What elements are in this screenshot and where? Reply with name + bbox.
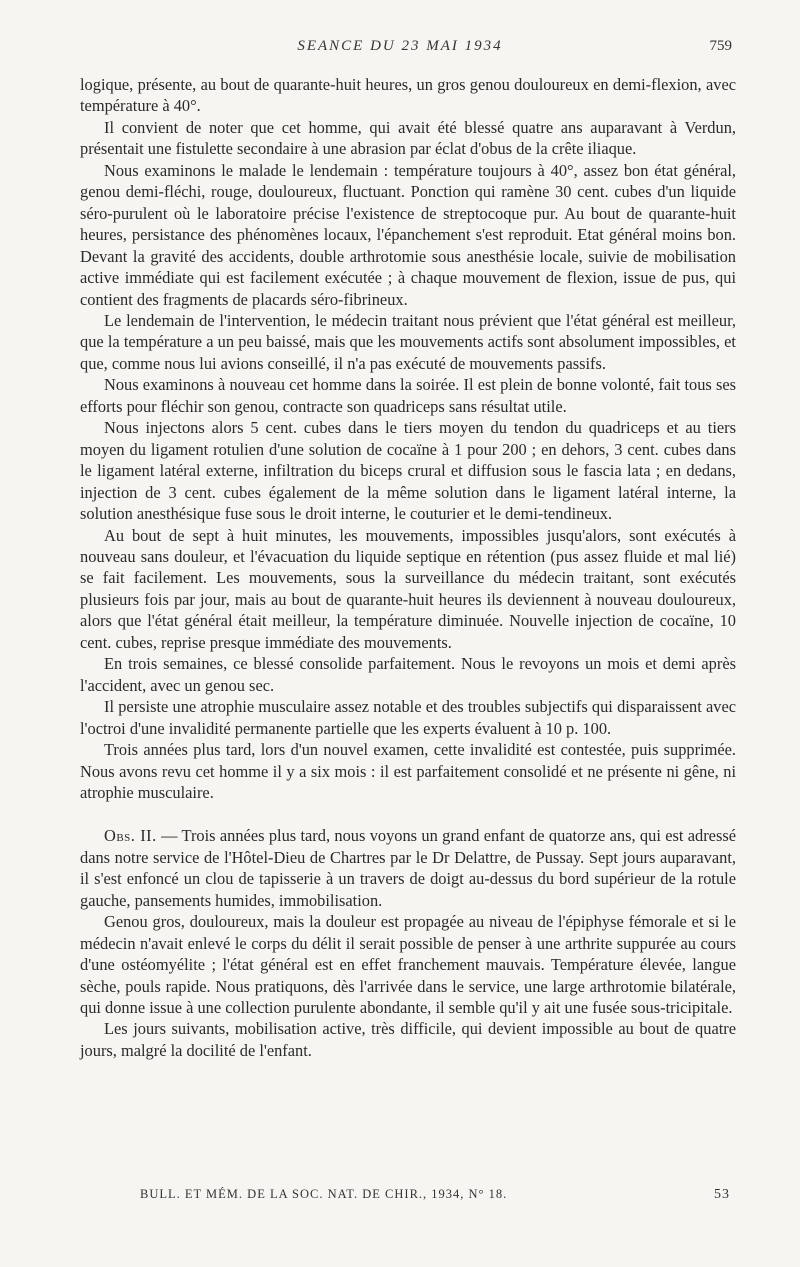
- paragraph: Il convient de noter que cet homme, qui avait été blessé quatre ans auparavant à Verdun, présentait une fistulette secondaire à une abrasion par éclat d'obus de la crête iliaque.: [80, 117, 736, 159]
- paragraph: Trois années plus tard, lors d'un nouvel examen, cette invalidité est contestée, puis supprimée. Nous avons revu cet homme il y a six mois : il est parfaitement consolidé et ne présente ni gêne, ni atrophie musculaire.: [80, 740, 736, 802]
- signature-mark: 53: [714, 1187, 730, 1202]
- paragraph: Nous examinons à nouveau cet homme dans la soirée. Il est plein de bonne volonté, fait tous ses efforts pour fléchir son genou, contracte son quadriceps sans résultat utile.: [80, 375, 736, 416]
- paragraph: logique, présente, au bout de quarante-huit heures, un gros genou douloureux en demi-flexion, avec température à 40°.: [80, 75, 736, 116]
- observation-text: — Trois années plus tard, nous voyons un grand enfant de quatorze ans, qui est adressé dans notre service de l'Hôtel-Dieu de Chartres par le Dr Delattre, de Pussay. Sept jours auparavant, il s'est enfoncé un clou de tapisserie à un travers de doigt au-dessus du bord supérieur de la rotule gauche, pansements humides, immobilisation.: [80, 826, 736, 910]
- running-title: SEANCE DU 23 MAI 1934: [297, 38, 503, 54]
- page-footer: [80, 1187, 736, 1207]
- running-header: [0, 38, 800, 60]
- paragraph: Au bout de sept à huit minutes, les mouvements, impossibles jusqu'alors, sont exécutés à nouveau sans douleur, et l'évacuation du liquide septique en rétention (pus assez fluide et mal lié) se fait facilement. Les mouvements, sous la surveillance du médecin traitant, sont exécutés plusieurs fois par jour, mais au bout de quarante-huit heures ils deviennent à nouveau douloureux, alors que l'état général était meilleur, la température diminuée. Nouvelle injection de cocaïne, 10 cent. cubes, reprise presque immédiate des mouvements.: [80, 525, 736, 652]
- section-gap: [80, 803, 736, 825]
- observation-label: Obs. II.: [104, 826, 157, 846]
- paragraph: Il persiste une atrophie musculaire assez notable et des troubles subjectifs qui disparaissent avec l'octroi d'une invalidité permanente partielle que les experts évaluent à 10 p. 100.: [80, 697, 736, 738]
- journal-citation: BULL. ET MÉM. DE LA SOC. NAT. DE CHIR., 1934, N° 18.: [140, 1187, 508, 1201]
- page-number: 759: [709, 38, 732, 54]
- paragraph: Nous examinons le malade le lendemain : température toujours à 40°, assez bon état général, genou demi-fléchi, rouge, douloureux, fluctuant. Ponction qui ramène 30 cent. cubes d'un liquide séro-purulent où le laboratoire précise l'existence de streptocoque pur. Au bout de quarante-huit heures, persistance des phénomènes locaux, l'épanchement s'est reproduit. Etat général moins bon. Devant la gravité des accidents, double arthrotomie sous anesthésie locale, suivie de mobilisation active immédiate qui est facilement exécutée ; à chaque mouvement de flexion, issue de pus, qui contient des fragments de placards séro-fibrineux.: [80, 160, 736, 309]
- paragraph: Le lendemain de l'intervention, le médecin traitant nous prévient que l'état général est meilleur, que la température a un peu baissé, mais que les mouvements actifs sont absolument impossibles, et que, comme nous lui avions conseillé, il n'a pas exécuté de mouvements passifs.: [80, 310, 736, 373]
- paragraph: Les jours suivants, mobilisation active, très difficile, qui devient impossible au bout de quatre jours, malgré la docilité de l'enfant.: [80, 1019, 736, 1060]
- paragraph: Genou gros, douloureux, mais la douleur est propagée au niveau de l'épiphyse fémorale et si le médecin n'avait enlevé le corps du délit il serait possible de penser à une arthrite suppurée au cours d'une ostéomyélite ; l'état général est en effet franchement mauvais. Température élevée, langue sèche, pouls rapide. Nous pratiquons, dès l'arrivée dans le service, une large arthrotomie bilatérale, qui donne issue à une collection purulente abondante, il semble qu'il y ait une fusée sous-tricipitale.: [80, 912, 736, 1018]
- paragraph: En trois semaines, ce blessé consolide parfaitement. Nous le revoyons un mois et demi après l'accident, avec un genou sec.: [80, 654, 736, 695]
- paragraph: Nous injectons alors 5 cent. cubes dans le tiers moyen du tendon du quadriceps et au tiers moyen du ligament rotulien d'une solution de cocaïne à 1 pour 200 ; en dehors, 3 cent. cubes dans le ligament latéral externe, infiltration du biceps crural et diffusion sous le fascia lata ; en dedans, injection de 3 cent. cubes également de la même solution dans le ligament latéral interne, la solution anesthésique fuse sous le droit interne, le couturier et le demi-tendineux.: [80, 418, 736, 524]
- observation-paragraph: [80, 825, 736, 911]
- body-text: [80, 74, 736, 1061]
